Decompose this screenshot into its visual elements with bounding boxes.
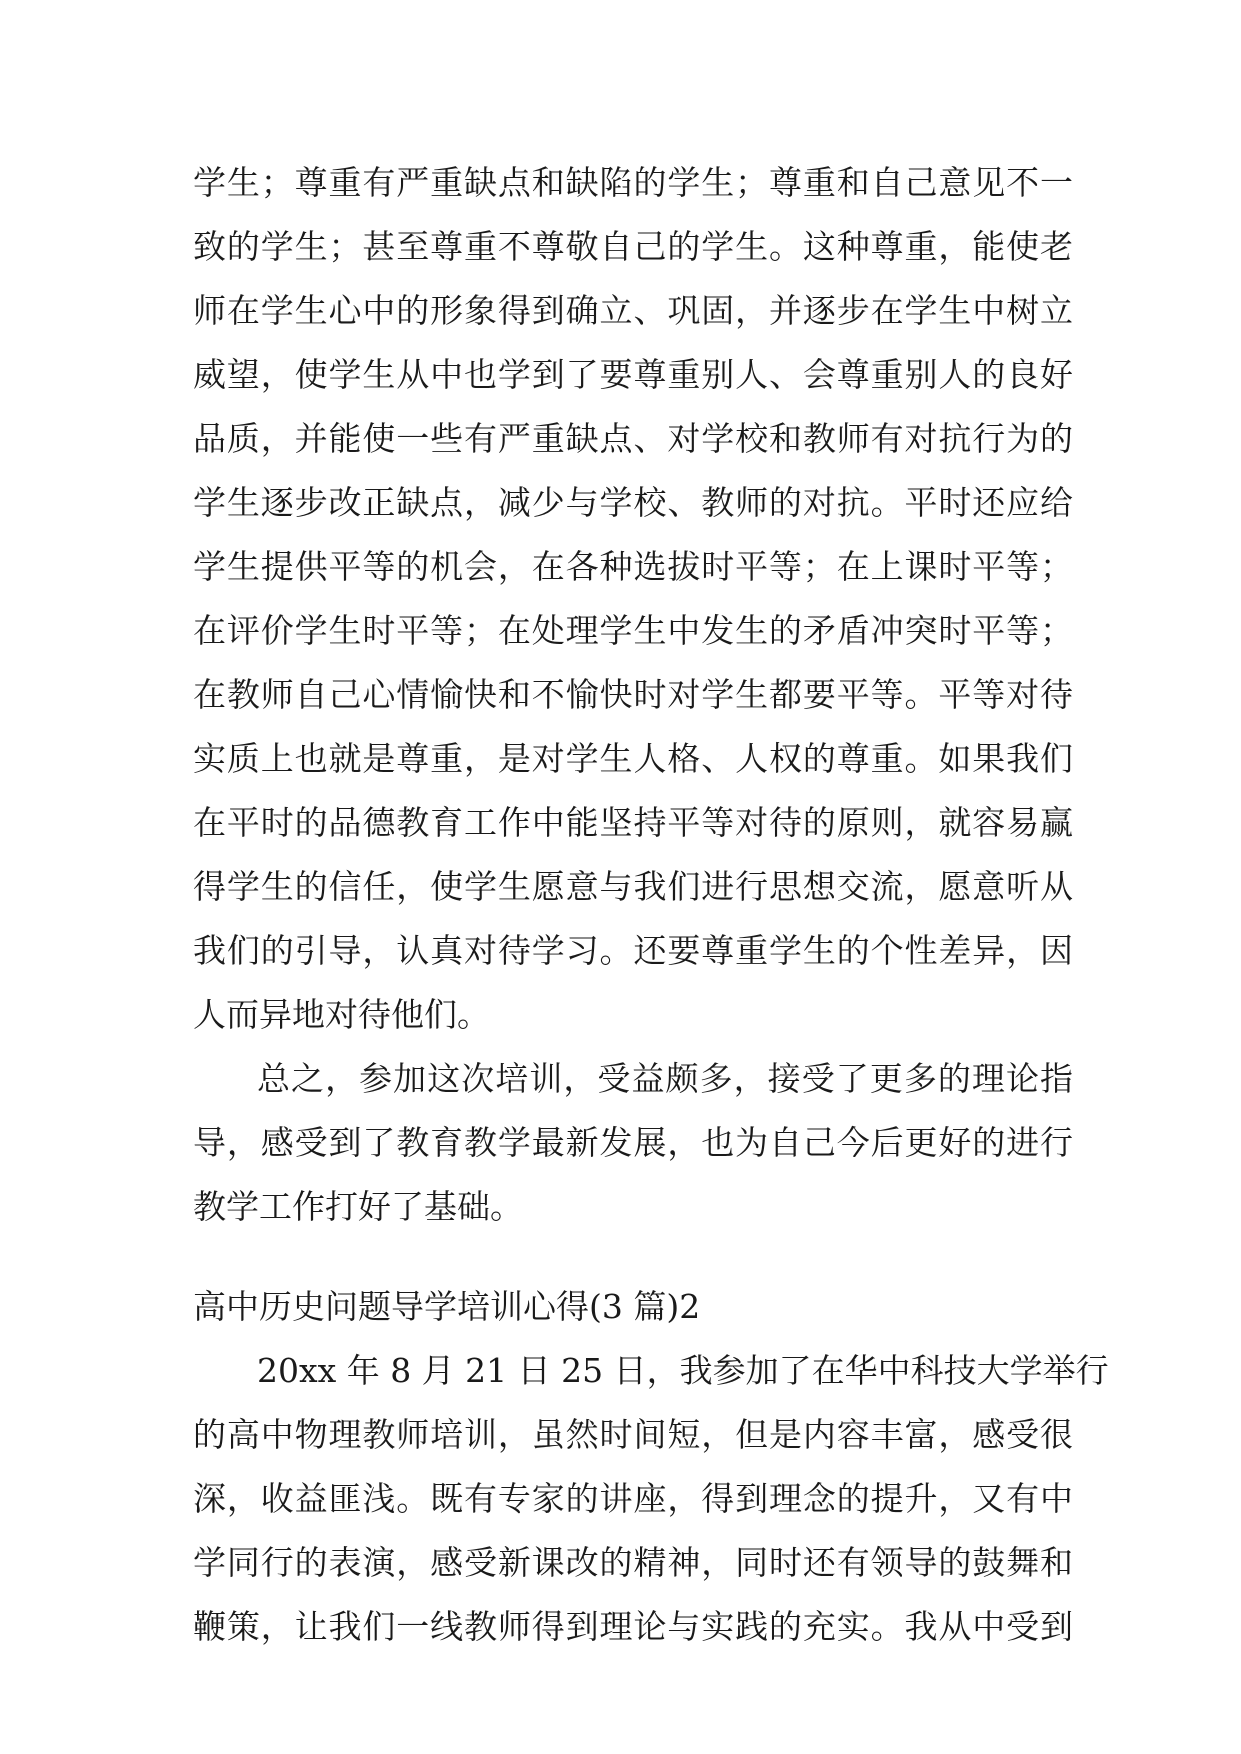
text-line: 威望，使学生从中也学到了要尊重别人、会尊重别人的良好 <box>193 355 1073 394</box>
text-line: 实质上也就是尊重，是对学生人格、人权的尊重。如果我们 <box>193 739 1073 778</box>
text-line: 我们的引导，认真对待学习。还要尊重学生的个性差异，因 <box>193 931 1073 970</box>
text-line: 鞭策，让我们一线教师得到理论与实践的充实。我从中受到 <box>193 1607 1073 1646</box>
text-line: 师在学生心中的形象得到确立、巩固，并逐步在学生中树立 <box>193 291 1073 330</box>
text-line: 致的学生；甚至尊重不尊敬自己的学生。这种尊重，能使老 <box>193 227 1073 266</box>
text-line: 教学工作打好了基础。 <box>193 1187 523 1226</box>
text-line: 在平时的品德教育工作中能坚持平等对待的原则，就容易赢 <box>193 803 1073 842</box>
text-line: 学生逐步改正缺点，减少与学校、教师的对抗。平时还应给 <box>193 483 1073 522</box>
text-line: 20xx 年 8 月 21 日 25 日，我参加了在华中科技大学举行 <box>257 1351 1109 1390</box>
text-line: 深，收益匪浅。既有专家的讲座，得到理念的提升，又有中 <box>193 1479 1073 1518</box>
text-line: 品质，并能使一些有严重缺点、对学校和教师有对抗行为的 <box>193 419 1073 458</box>
section-title: 高中历史问题导学培训心得(3 篇)2 <box>193 1287 701 1326</box>
text-line: 的高中物理教师培训，虽然时间短，但是内容丰富，感受很 <box>193 1415 1073 1454</box>
text-line: 导，感受到了教育教学最新发展，也为自己今后更好的进行 <box>193 1123 1073 1162</box>
text-line: 学生；尊重有严重缺点和缺陷的学生；尊重和自己意见不一 <box>193 163 1073 202</box>
text-line: 总之，参加这次培训，受益颇多，接受了更多的理论指 <box>257 1059 1073 1098</box>
text-line: 在评价学生时平等；在处理学生中发生的矛盾冲突时平等； <box>193 611 1073 650</box>
text-line: 学同行的表演，感受新课改的精神，同时还有领导的鼓舞和 <box>193 1543 1073 1582</box>
text-line: 在教师自己心情愉快和不愉快时对学生都要平等。平等对待 <box>193 675 1073 714</box>
text-line: 得学生的信任，使学生愿意与我们进行思想交流，愿意听从 <box>193 867 1073 906</box>
text-line: 人而异地对待他们。 <box>193 995 490 1034</box>
text-line: 学生提供平等的机会，在各种选拔时平等；在上课时平等； <box>193 547 1073 586</box>
